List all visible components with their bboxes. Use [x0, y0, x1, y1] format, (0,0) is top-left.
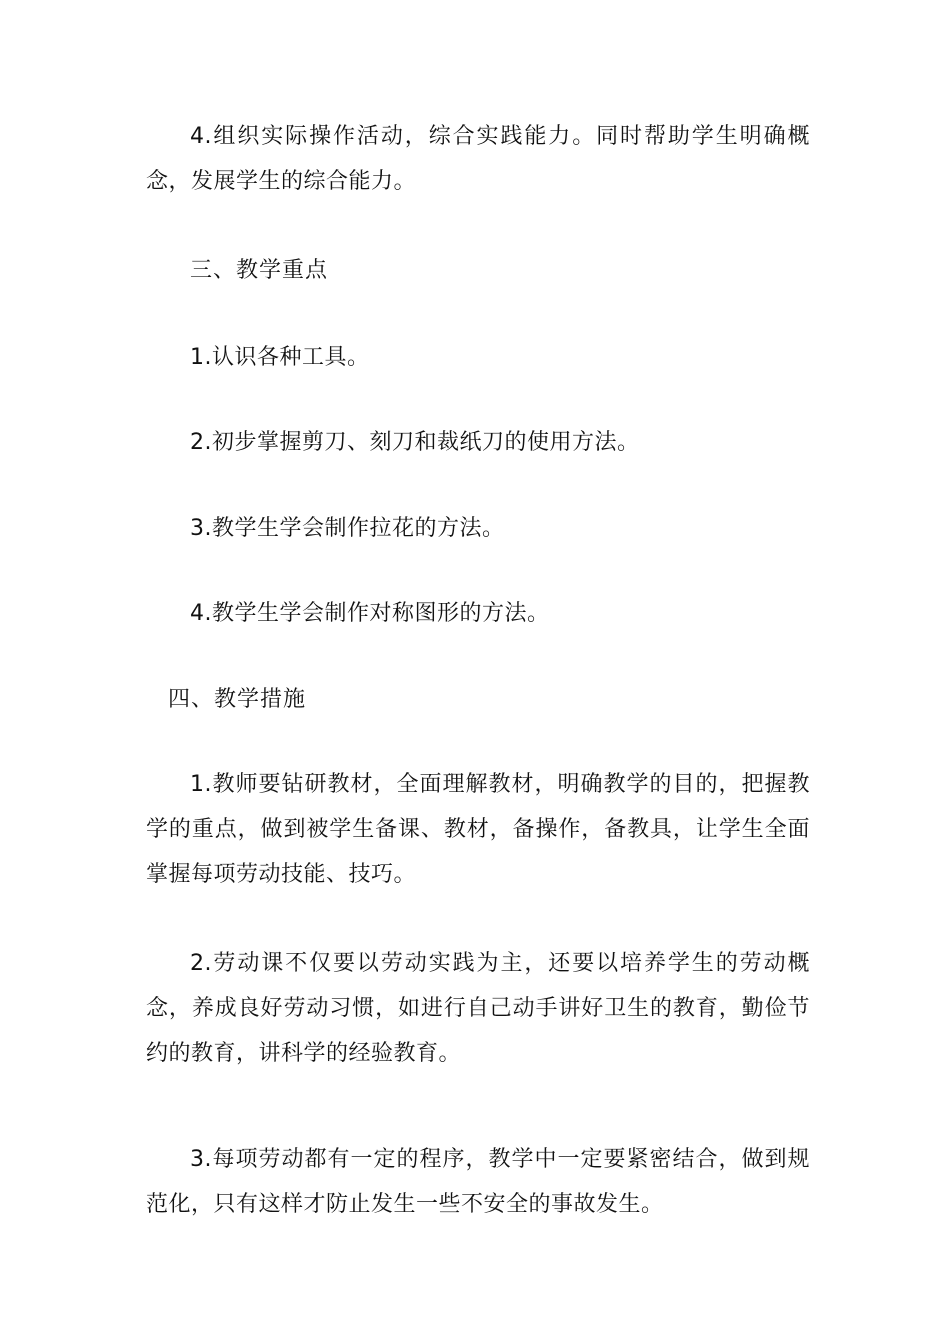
section-heading-teaching-focus: 三、教学重点 — [190, 258, 329, 283]
section-heading-teaching-measures: 四、教学措施 — [168, 687, 307, 712]
paragraph-focus-3: 3.教学生学会制作拉花的方法。 — [190, 516, 505, 541]
paragraph-objective-4: 4.组织实际操作活动，综合实践能力。同时帮助学生明确概念，发展学生的综合能力。 — [146, 124, 810, 194]
paragraph-measure-3: 3.每项劳动都有一定的程序，教学中一定要紧密结合，做到规范化，只有这样才防止发生一些不安全的事故发生。 — [146, 1147, 810, 1217]
paragraph-focus-2: 2.初步掌握剪刀、刻刀和裁纸刀的使用方法。 — [190, 430, 640, 455]
paragraph-measure-1: 1.教师要钻研教材，全面理解教材，明确教学的目的，把握教学的重点，做到被学生备课、教材，备操作，备教具，让学生全面掌握每项劳动技能、技巧。 — [146, 772, 810, 887]
paragraph-measure-2: 2.劳动课不仅要以劳动实践为主，还要以培养学生的劳动概念，养成良好劳动习惯，如进行自己动手讲好卫生的教育，勤俭节约的教育，讲科学的经验教育。 — [146, 951, 810, 1066]
paragraph-focus-1: 1.认识各种工具。 — [190, 345, 370, 370]
paragraph-focus-4: 4.教学生学会制作对称图形的方法。 — [190, 601, 550, 626]
